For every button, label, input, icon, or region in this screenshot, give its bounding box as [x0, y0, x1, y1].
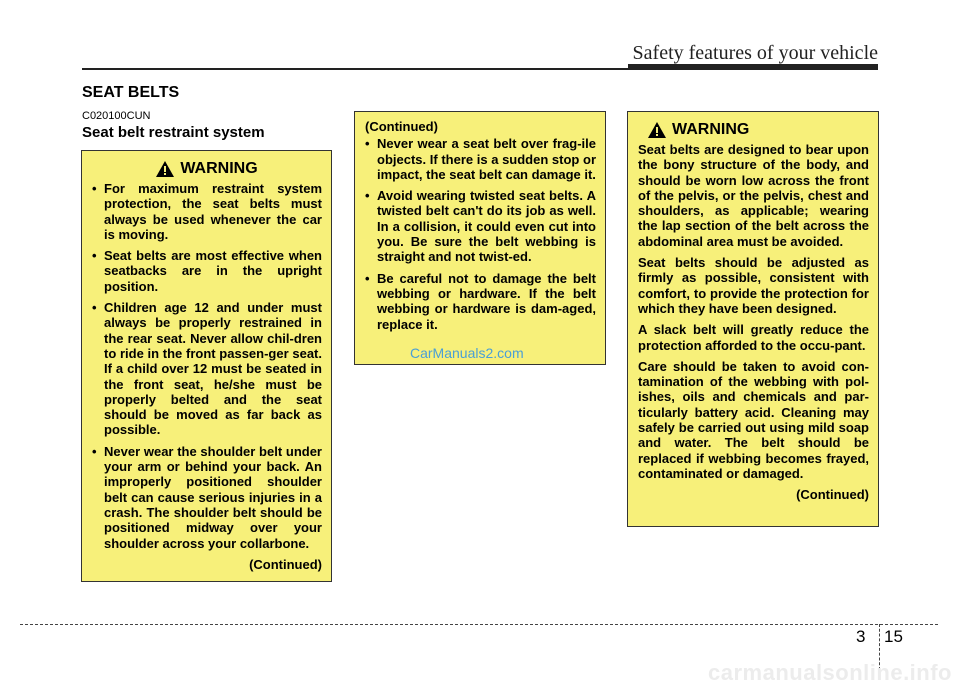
warning-triangle-icon — [648, 122, 666, 138]
header-rule — [82, 68, 878, 70]
warning-box-2 — [354, 111, 606, 365]
list-item: • Be careful not to damage the belt webbing or hardware. If the belt webbing or hardware is dam-aged, replace it. — [365, 271, 596, 332]
warning-heading: WARNING — [672, 121, 750, 139]
list-item: • Never wear the shoulder belt under your arm or behind your back. An improperly positioned shoulder belt can cause serious injuries in a crash. The shoulder belt should be positioned midway over your shoulder across your collarbone. — [92, 444, 322, 551]
warning-paragraph: Care should be taken to avoid con-tamination of the webbing with pol-ishes, oils and chemicals and par-ticularly battery acid. Cleaning may safely be carried out using mild soap and water. The belt should be replaced if webbing becomes frayed, contaminated or damaged. — [638, 358, 869, 481]
footer-rule — [20, 624, 938, 625]
header-title: Safety features of your vehicle — [632, 42, 878, 64]
warning-paragraph: Seat belts are designed to bear upon the bony structure of the body, and should be worn low across the front of the pelvis, or the pelvis, chest and shoulders, as applicable; wearing the lap section of the belt across the abdominal area must be avoided. — [638, 142, 869, 249]
warning-box-1 — [81, 150, 332, 582]
page-number: 15 — [884, 627, 903, 646]
section-subtitle: Seat belt restraint system — [82, 124, 265, 141]
warning-paragraph: Seat belts should be adjusted as firmly as possible, consistent with comfort, to provide the protection for which they have been designed. — [638, 255, 869, 316]
warning-box-3 — [627, 111, 879, 527]
list-item: • For maximum restraint system protection, the seat belts must always be used whenever the car is moving. — [92, 181, 322, 242]
section-code: C020100CUN — [82, 110, 151, 122]
warning-header — [638, 122, 869, 138]
list-item: • Seat belts are most effective when seatbacks are in the upright position. — [92, 248, 322, 294]
section-title: SEAT BELTS — [82, 84, 180, 101]
warning-list — [92, 181, 322, 551]
warning-paragraph: A slack belt will greatly reduce the protection afforded to the occu-pant. — [638, 322, 869, 353]
chapter-number: 3 — [856, 627, 866, 646]
list-item: • Children age 12 and under must always be properly restrained in the rear seat. Never allow chil-dren to ride in the front passen-ger seat. If a child over 12 must be seated in the front seat, he/she must be properly belted and the seat should be moved as far back as possible. — [92, 300, 322, 438]
continued-label: (Continued) — [796, 487, 869, 503]
list-item: • Never wear a seat belt over frag-ile objects. If there is a sudden stop or impact, the seat belt can damage it. — [365, 136, 596, 182]
warning-header — [92, 161, 322, 177]
warning-list — [365, 136, 596, 332]
list-item: • Avoid wearing twisted seat belts. A twisted belt can't do its job as well. In a collision, it could even cut into you. Be sure the belt webbing is straight and not twist-ed. — [365, 188, 596, 264]
continued-label: (Continued) — [249, 556, 322, 572]
site-watermark: carmanualsonline.info — [708, 660, 952, 685]
warning-heading: WARNING — [180, 160, 258, 178]
warning-triangle-icon — [156, 161, 174, 177]
watermark-text: CarManuals2.com — [410, 345, 524, 361]
continued-label: (Continued) — [365, 119, 438, 134]
